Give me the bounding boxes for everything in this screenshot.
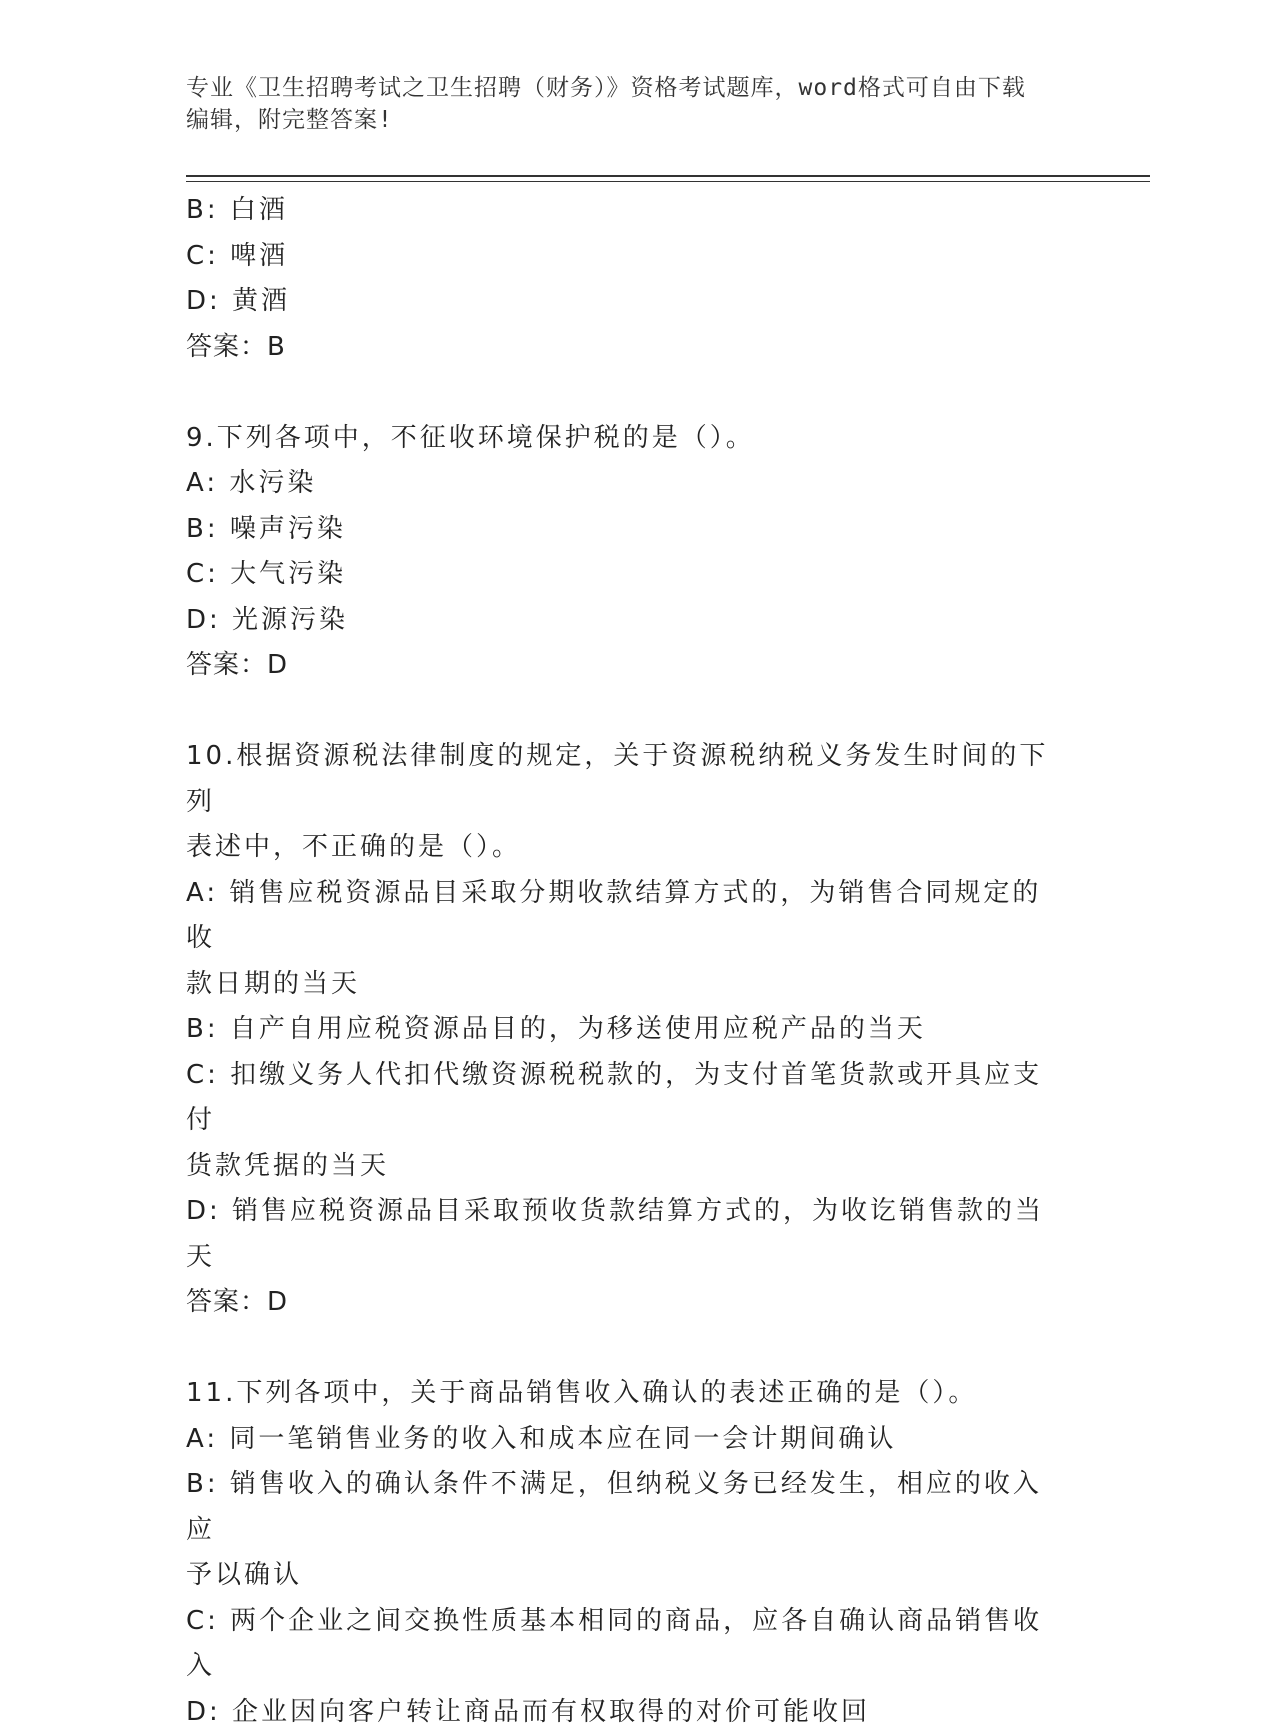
q10-answer: 答案：D [186, 1280, 1066, 1326]
spacer [186, 1326, 1066, 1372]
q10-option-c-line-2: 货款凭据的当天 [186, 1144, 1066, 1190]
q8-option-c: C: 啤酒 [186, 234, 1066, 280]
q11-option-d: D: 企业因向客户转让商品而有权取得的对价可能收回 [186, 1690, 1066, 1735]
q9-question: 9.下列各项中，不征收环境保护税的是（）。 [186, 416, 1066, 462]
q11-question: 11.下列各项中，关于商品销售收入确认的表述正确的是（）。 [186, 1371, 1066, 1417]
header-line-2: 编辑，附完整答案! [186, 104, 1076, 136]
q8-option-d: D: 黄酒 [186, 279, 1066, 325]
q8-answer: 答案：B [186, 325, 1066, 371]
q11-option-a: A: 同一笔销售业务的收入和成本应在同一会计期间确认 [186, 1417, 1066, 1463]
page-header [186, 72, 1076, 136]
q10-option-a-line-1: A: 销售应税资源品目采取分期收款结算方式的，为销售合同规定的收 [186, 871, 1066, 962]
spacer [186, 370, 1066, 416]
q10-option-d: D: 销售应税资源品目采取预收货款结算方式的，为收讫销售款的当天 [186, 1189, 1066, 1280]
q10-question-line-2: 表述中，不正确的是（）。 [186, 825, 1066, 871]
q10-option-a-line-2: 款日期的当天 [186, 962, 1066, 1008]
q9-answer: 答案：D [186, 643, 1066, 689]
q10-question-line-1: 10.根据资源税法律制度的规定，关于资源税纳税义务发生时间的下列 [186, 734, 1066, 825]
question-8-block [186, 188, 1066, 370]
q11-option-b-line-1: B: 销售收入的确认条件不满足，但纳税义务已经发生，相应的收入应 [186, 1462, 1066, 1553]
header-line-1: 专业《卫生招聘考试之卫生招聘（财务）》资格考试题库，word格式可自由下载 [186, 72, 1076, 104]
header-divider-thin [186, 181, 1150, 182]
q9-option-b: B: 噪声污染 [186, 507, 1066, 553]
q9-option-a: A: 水污染 [186, 461, 1066, 507]
q9-option-d: D: 光源污染 [186, 598, 1066, 644]
header-divider-thick [186, 175, 1150, 177]
question-10-block [186, 734, 1066, 1326]
q9-option-c: C: 大气污染 [186, 552, 1066, 598]
question-content [186, 188, 1066, 1735]
q8-option-b: B: 白酒 [186, 188, 1066, 234]
q10-option-c-line-1: C: 扣缴义务人代扣代缴资源税税款的，为支付首笔货款或开具应支付 [186, 1053, 1066, 1144]
question-9-block [186, 416, 1066, 689]
q11-option-c: C: 两个企业之间交换性质基本相同的商品，应各自确认商品销售收入 [186, 1599, 1066, 1690]
spacer [186, 689, 1066, 735]
q10-option-b: B: 自产自用应税资源品目的，为移送使用应税产品的当天 [186, 1007, 1066, 1053]
question-11-block [186, 1371, 1066, 1735]
q11-option-b-line-2: 予以确认 [186, 1553, 1066, 1599]
